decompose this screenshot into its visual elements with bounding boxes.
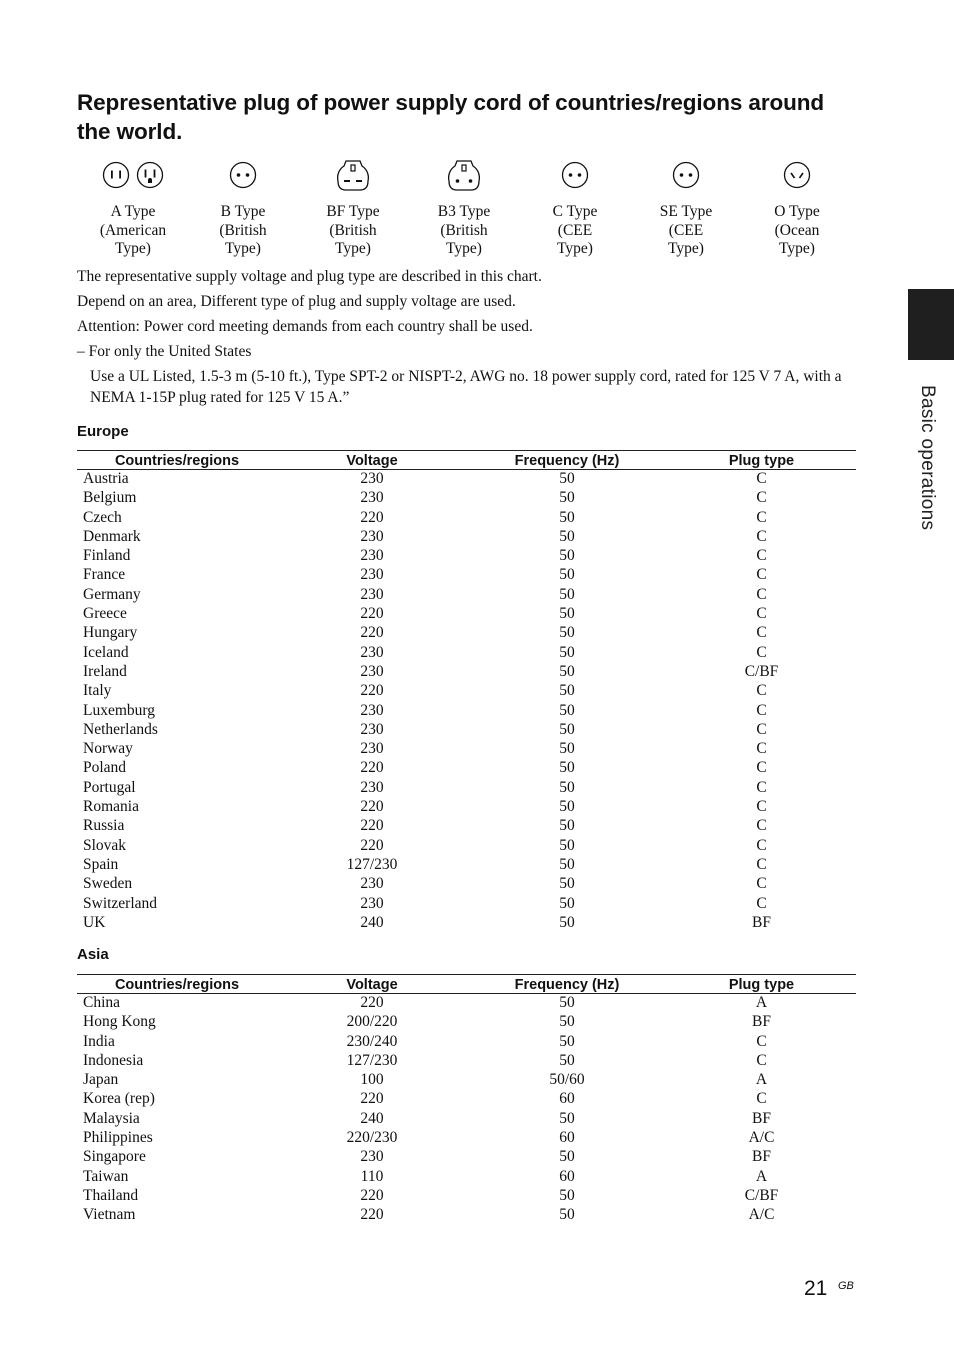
voltage-cell: 220/230 [346,1129,398,1147]
plug-type-cell: C [756,836,767,854]
voltage-cell: 230 [360,662,384,680]
table-header-row [77,451,856,470]
table-row [77,1148,856,1167]
country-cell: Indonesia [83,1051,144,1069]
plug-type-cell: BF [752,1148,771,1166]
plug-label: O Type (Ocean Type) [774,203,820,257]
paragraph: – For only the United States [77,343,252,360]
frequency-cell: 50 [559,508,575,526]
table-row [77,1013,856,1032]
country-cell: UK [83,913,106,931]
country-cell: Taiwan [83,1167,129,1185]
table-row [77,1033,856,1052]
country-cell: France [83,566,126,584]
plug-type-cell: C [756,1032,767,1050]
country-cell: Portugal [83,778,136,796]
table-row [77,856,856,875]
frequency-cell: 50 [559,547,575,565]
section-tab-marker [908,289,954,360]
plug-type-cell: C [756,720,767,738]
voltage-cell: 220 [360,994,384,1011]
plug-type-cell: C [756,527,767,545]
voltage-cell: 230/240 [346,1032,398,1050]
plug-type-cell: A/C [748,1129,775,1147]
voltage-cell: 230 [360,720,384,738]
country-cell: Luxemburg [83,701,156,719]
table-row [77,509,856,528]
voltage-cell: 240 [360,913,384,931]
frequency-cell: 60 [559,1167,575,1185]
plug-type-bf [298,157,408,259]
country-cell: Ireland [83,662,127,680]
voltage-cell: 127/230 [346,855,398,873]
plug-type-cell: C [756,643,767,661]
plug-type-cell: C [756,855,767,873]
table-row [77,914,856,933]
column-header: Plug type [667,451,856,470]
table-row [77,586,856,605]
asia-table [77,974,856,1226]
frequency-cell: 50 [559,740,575,758]
frequency-cell: 60 [559,1090,575,1108]
frequency-cell: 50 [559,1013,575,1031]
country-cell: Hungary [83,624,138,642]
voltage-cell: 230 [360,1148,384,1166]
table-row [77,837,856,856]
asia-section-title: Asia [77,946,109,963]
table-row [77,1071,856,1090]
table-row [77,817,856,836]
country-cell: Switzerland [83,894,158,912]
plug-type-cell: C [756,585,767,603]
voltage-cell: 200/220 [346,1013,398,1031]
plug-type-cell: BF [752,1109,771,1127]
country-cell: Greece [83,605,127,623]
plug-type-cell: BF [752,913,771,931]
plug-type-cell: C [756,682,767,700]
plug-type-cell: C [756,508,767,526]
plug-type-cell: C [756,605,767,623]
country-cell: Denmark [83,527,141,545]
table-row [77,1090,856,1109]
plug-type-cell: A [755,1167,768,1185]
frequency-cell: 50 [559,894,575,912]
voltage-cell: 220 [360,817,384,835]
plug-type-cell: C [756,547,767,565]
plug-type-cell: C [756,566,767,584]
table-row [77,489,856,508]
voltage-cell: 240 [360,1109,384,1127]
plug-type-a [78,157,188,259]
plug-type-cell: C [756,701,767,719]
table-row [77,470,856,490]
plug-label: A Type (American Type) [99,203,167,257]
voltage-cell: 100 [360,1071,384,1089]
country-cell: Malaysia [83,1109,140,1127]
voltage-cell: 230 [360,875,384,893]
frequency-cell: 50 [559,759,575,777]
a-plug-2pin-icon [102,161,130,189]
frequency-cell: 50 [559,527,575,545]
column-header: Countries/regions [77,975,277,994]
frequency-cell: 50 [559,875,575,893]
table-row [77,875,856,894]
voltage-cell: 220 [360,682,384,700]
c-plug-icon [561,161,589,189]
plug-type-cell: BF [752,1013,771,1031]
paragraph: Depend on an area, Different type of plug and supply voltage are used. [77,293,516,310]
country-cell: Czech [83,508,122,526]
country-cell: India [83,1032,115,1050]
frequency-cell: 60 [559,1129,575,1147]
plug-label: C Type (CEE Type) [552,203,598,257]
column-header: Countries/regions [77,451,277,470]
plug-label: B3 Type (British Type) [437,203,491,257]
country-cell: Finland [83,547,131,565]
table-row [77,895,856,914]
frequency-cell: 50 [559,470,575,487]
table-row [77,547,856,566]
frequency-cell: 50 [559,720,575,738]
europe-table [77,450,856,933]
plug-type-cell: C [756,894,767,912]
frequency-cell: 50 [559,662,575,680]
table-row [77,663,856,682]
table-row [77,1052,856,1071]
frequency-cell: 50 [559,624,575,642]
country-cell: Germany [83,585,141,603]
voltage-cell: 230 [360,894,384,912]
country-cell: Italy [83,682,112,700]
frequency-cell: 50/60 [549,1071,585,1089]
plug-type-cell: C [756,624,767,642]
paragraph: The representative supply voltage and plug type are described in this chart. [77,268,542,285]
paragraph: Use a UL Listed, 1.5-3 m (5-10 ft.), Type SPT-2 or NISPT-2, AWG no. 18 power supply cord, rated for 125 V 7 A, with a NEMA 1-15P plug rated for 125 V 15 A.” [90,368,842,406]
table-row [77,994,856,1014]
voltage-cell: 110 [360,1167,384,1185]
plug-type-cell: C [756,798,767,816]
frequency-cell: 50 [559,855,575,873]
frequency-cell: 50 [559,1206,575,1224]
table-row [77,566,856,585]
plug-type-cell: A/C [748,1206,775,1224]
frequency-cell: 50 [559,489,575,507]
plug-type-b [188,157,298,259]
country-cell: Hong Kong [83,1013,156,1031]
frequency-cell: 50 [559,682,575,700]
voltage-cell: 230 [360,547,384,565]
page-suffix: GB [838,1280,854,1292]
table-row [77,1168,856,1187]
frequency-cell: 50 [559,817,575,835]
frequency-cell: 50 [559,1032,575,1050]
voltage-cell: 220 [360,798,384,816]
table-row [77,624,856,643]
column-header: Frequency (Hz) [467,451,667,470]
table-row [77,1129,856,1148]
voltage-cell: 230 [360,778,384,796]
plug-type-o [742,157,852,259]
column-header: Voltage [277,975,467,994]
plug-type-cell: C [756,1090,767,1108]
plug-type-cell: C [756,470,767,487]
plug-type-cell: C/BF [744,662,779,680]
voltage-cell: 220 [360,836,384,854]
table-row [77,721,856,740]
bf-plug-icon [334,157,372,193]
frequency-cell: 50 [559,1109,575,1127]
plug-type-cell: A [755,994,768,1011]
se-plug-icon [672,161,700,189]
voltage-cell: 230 [360,566,384,584]
country-cell: Philippines [83,1129,153,1147]
table-row [77,702,856,721]
frequency-cell: 50 [559,994,575,1011]
plug-type-cell: C [756,489,767,507]
table-row [77,605,856,624]
country-cell: Austria [83,470,129,487]
country-cell: Slovak [83,836,127,854]
table-row [77,740,856,759]
voltage-cell: 220 [360,1090,384,1108]
table-row [77,528,856,547]
voltage-cell: 220 [360,624,384,642]
voltage-cell: 230 [360,470,384,487]
country-cell: Netherlands [83,720,158,738]
plug-label: BF Type (British Type) [326,203,380,257]
country-cell: Thailand [83,1186,139,1204]
table-row [77,779,856,798]
plug-type-cell: A [755,1071,768,1089]
plug-type-cell: C [756,759,767,777]
voltage-cell: 230 [360,527,384,545]
country-cell: Korea (rep) [83,1090,155,1108]
voltage-cell: 230 [360,585,384,603]
table-row [77,1110,856,1129]
b-plug-icon [229,161,257,189]
voltage-cell: 220 [360,508,384,526]
frequency-cell: 50 [559,701,575,719]
plug-type-cell: C/BF [744,1186,779,1204]
column-header: Plug type [667,975,856,994]
plug-type-c [520,157,630,259]
side-section-label: Basic operations [917,385,938,531]
country-cell: Vietnam [83,1206,136,1224]
o-plug-icon [783,161,811,189]
frequency-cell: 50 [559,778,575,796]
country-cell: Poland [83,759,127,777]
table-row [77,798,856,817]
voltage-cell: 220 [360,1186,384,1204]
plug-type-cell: C [756,778,767,796]
frequency-cell: 50 [559,1186,575,1204]
frequency-cell: 50 [559,913,575,931]
plug-type-cell: C [756,740,767,758]
voltage-cell: 230 [360,643,384,661]
table-row [77,1206,856,1225]
plug-type-b3 [409,157,519,259]
europe-section-title: Europe [77,423,129,440]
voltage-cell: 220 [360,759,384,777]
plug-type-se [631,157,741,259]
voltage-cell: 127/230 [346,1051,398,1069]
table-row [77,644,856,663]
plug-type-cell: C [756,817,767,835]
plug-type-cell: C [756,1051,767,1069]
frequency-cell: 50 [559,566,575,584]
country-cell: Belgium [83,489,137,507]
country-cell: Romania [83,798,139,816]
frequency-cell: 50 [559,798,575,816]
frequency-cell: 50 [559,585,575,603]
column-header: Voltage [277,451,467,470]
country-cell: Norway [83,740,133,758]
voltage-cell: 220 [360,605,384,623]
country-cell: Japan [83,1071,119,1089]
column-header: Frequency (Hz) [467,975,667,994]
frequency-cell: 50 [559,643,575,661]
voltage-cell: 230 [360,489,384,507]
country-cell: Sweden [83,875,133,893]
country-cell: Russia [83,817,125,835]
plug-type-cell: C [756,875,767,893]
b3-plug-icon [445,157,483,193]
table-row [77,682,856,701]
plug-label: B Type (British Type) [219,203,267,257]
voltage-cell: 230 [360,701,384,719]
frequency-cell: 50 [559,836,575,854]
table-row [77,759,856,778]
page-number: 21 [804,1277,828,1300]
voltage-cell: 230 [360,740,384,758]
country-cell: Singapore [83,1148,146,1166]
table-header-row [77,975,856,994]
plug-label: SE Type (CEE Type) [659,203,713,257]
frequency-cell: 50 [559,605,575,623]
country-cell: Spain [83,855,119,873]
table-row [77,1187,856,1206]
frequency-cell: 50 [559,1148,575,1166]
voltage-cell: 220 [360,1206,384,1224]
a-plug-3pin-icon [136,161,164,189]
page-title: Representative plug of power supply cord of countries/regions around the world. [77,90,825,144]
paragraph: Attention: Power cord meeting demands from each country shall be used. [77,318,533,335]
frequency-cell: 50 [559,1051,575,1069]
country-cell: China [83,994,121,1011]
country-cell: Iceland [83,643,129,661]
